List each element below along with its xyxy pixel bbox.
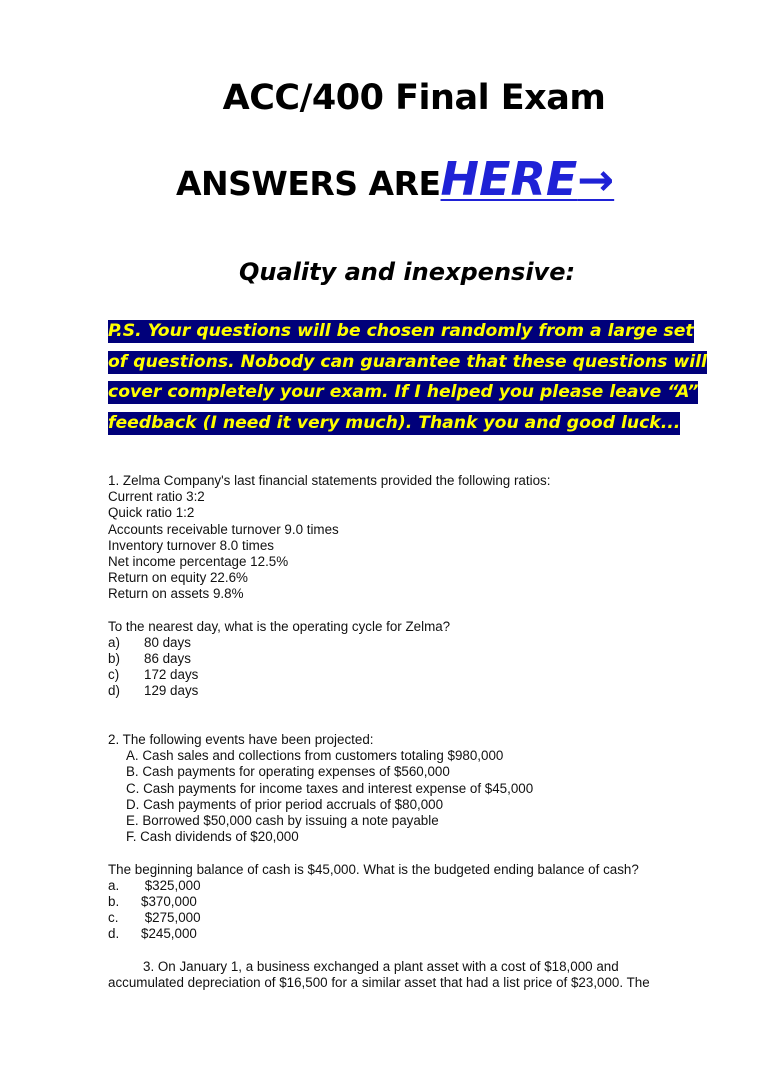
ratio-item: Return on equity 22.6% xyxy=(108,570,248,586)
ratio-item: Accounts receivable turnover 9.0 times xyxy=(108,521,339,537)
answer-option xyxy=(108,878,698,894)
answer-option xyxy=(108,651,698,667)
option-text: $370,000 xyxy=(141,893,197,909)
arrow-right-icon: → xyxy=(577,155,615,206)
event-item: B. Cash payments for operating expenses of $560,000 xyxy=(126,764,450,780)
option-letter: d) xyxy=(108,683,120,699)
option-letter: a. xyxy=(108,877,120,893)
answer-option xyxy=(108,667,698,683)
event-item: D. Cash payments of prior period accruals of $80,000 xyxy=(126,796,444,812)
answer-option xyxy=(108,683,698,699)
page-title: ACC/400 Final Exam xyxy=(222,78,606,118)
event-item: E. Borrowed $50,000 cash by issuing a note payable xyxy=(126,812,439,828)
event-item: A. Cash sales and collections from customers totaling $980,000 xyxy=(126,748,504,764)
notice-line: feedback (I need it very much). Thank you and good luck... xyxy=(108,412,681,433)
notice-line: cover completely your exam. If I helped you please leave “A” xyxy=(108,382,699,402)
option-letter: c) xyxy=(108,667,120,683)
option-letter: c. xyxy=(108,910,119,926)
answer-option xyxy=(108,926,698,942)
page-subtitle: Quality and inexpensive: xyxy=(239,258,576,286)
event-item: C. Cash payments for income taxes and interest expense of $45,000 xyxy=(126,780,534,796)
answer-option xyxy=(108,910,698,926)
question-2-intro: 2. The following events have been projected: xyxy=(108,732,374,748)
question-1-text: To the nearest day, what is the operating cycle for Zelma? xyxy=(108,618,451,634)
notice-line: of questions. Nobody can guarantee that these questions will xyxy=(108,351,707,372)
exam-questions xyxy=(108,473,698,991)
answers-here-link[interactable] xyxy=(441,152,615,206)
answer-option xyxy=(108,635,698,651)
option-letter: a) xyxy=(108,634,120,650)
ratio-item: Net income percentage 12.5% xyxy=(108,553,289,569)
answers-link-text: HERE xyxy=(440,152,578,206)
question-1-intro: 1. Zelma Company's last financial statements provided the following ratios: xyxy=(108,473,551,488)
question-3-line: 3. On January 1, a business exchanged a plant asset with a cost of $18,000 and xyxy=(143,958,619,974)
option-letter: b) xyxy=(108,651,120,667)
ratio-item: Current ratio 3:2 xyxy=(108,489,205,505)
ratio-item: Inventory turnover 8.0 times xyxy=(108,537,274,553)
ratio-item: Return on assets 9.8% xyxy=(108,586,244,602)
ratio-item: Quick ratio 1:2 xyxy=(108,505,195,521)
option-text: 86 days xyxy=(144,651,191,667)
option-text: 129 days xyxy=(144,683,199,699)
option-letter: b. xyxy=(108,893,120,909)
option-text: $325,000 xyxy=(141,877,201,893)
answers-prefix: ANSWERS ARE xyxy=(176,164,441,203)
notice-line: P.S. Your questions will be chosen randomly from a large set xyxy=(108,321,694,341)
event-item: F. Cash dividends of $20,000 xyxy=(126,829,299,845)
option-text: $245,000 xyxy=(141,926,197,942)
answer-option xyxy=(108,894,698,910)
option-text: 80 days xyxy=(144,634,191,650)
option-text: 172 days xyxy=(144,667,199,683)
question-2-text: The beginning balance of cash is $45,000. What is the budgeted ending balance of cash? xyxy=(108,861,639,877)
answers-heading xyxy=(176,152,614,206)
question-3-line: accumulated depreciation of $16,500 for a similar asset that had a list price of $23,000. The xyxy=(108,974,650,990)
highlighted-notice xyxy=(108,316,707,438)
option-letter: d. xyxy=(108,926,120,942)
option-text: $275,000 xyxy=(141,910,201,926)
